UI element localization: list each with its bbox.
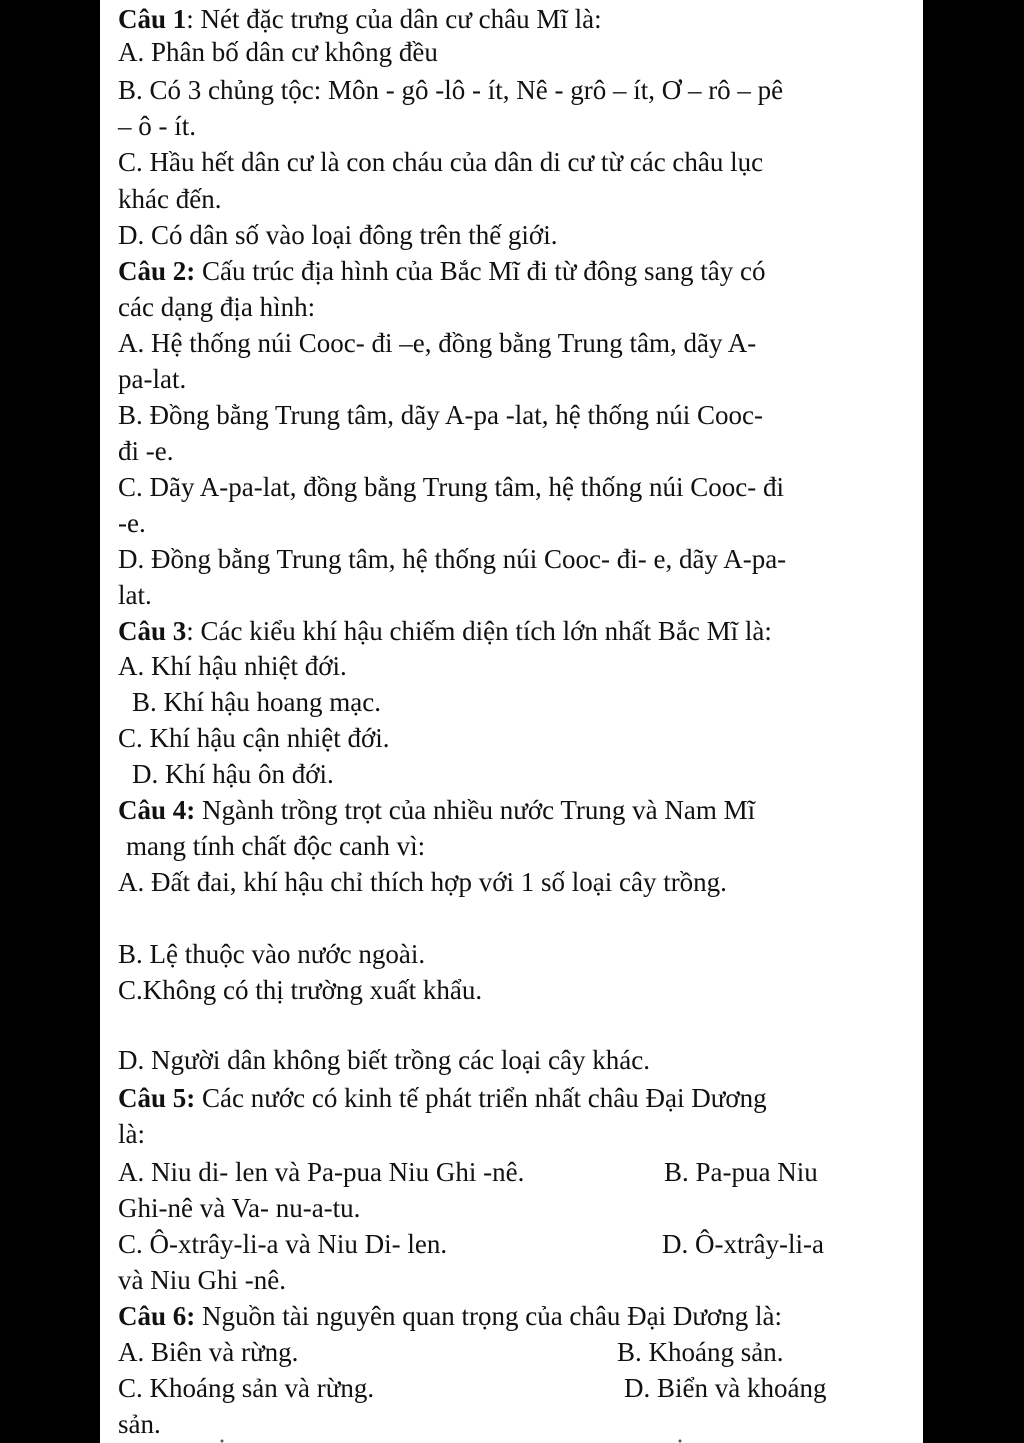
q1-option-c-line2: khác đến. xyxy=(118,184,222,214)
q4-stem-line1 xyxy=(118,794,755,826)
cropped-mark-right xyxy=(679,1440,682,1443)
q1-option-d: D. Có dân số vào loại đông trên thế giới. xyxy=(118,220,558,250)
cropped-mark-left xyxy=(221,1440,224,1443)
q2-stem-line1 xyxy=(118,255,766,287)
q2-option-c-line2: -e. xyxy=(118,508,146,538)
q5-option-d-line1: D. Ô-xtrây-li-a xyxy=(662,1229,824,1259)
q6-option-d-line2: sản. xyxy=(118,1409,161,1439)
q2-option-a-line2: pa-lat. xyxy=(118,364,187,394)
q6-stem xyxy=(118,1300,782,1332)
document-page xyxy=(100,0,923,1443)
q6-option-c: C. Khoáng sản và rừng. xyxy=(118,1373,375,1403)
q1-stem-text: : Nét đặc trưng của dân cư châu Mĩ là: xyxy=(186,4,602,34)
q1-stem xyxy=(118,3,602,35)
q5-options-row1 xyxy=(118,1156,818,1188)
q5-stem-line1 xyxy=(118,1082,767,1114)
q6-options-row1 xyxy=(118,1336,784,1368)
q4-stem-text: Ngành trồng trọt của nhiều nước Trung và Nam Mĩ xyxy=(195,795,756,825)
q6-option-d-line1: D. Biển và khoáng xyxy=(624,1373,827,1403)
q3-option-a: A. Khí hậu nhiệt đới. xyxy=(118,651,347,681)
q4-label: Câu 4: xyxy=(118,795,196,825)
q3-option-d: D. Khí hậu ôn đới. xyxy=(132,759,334,789)
q3-option-b: B. Khí hậu hoang mạc. xyxy=(132,687,381,717)
q6-option-a: A. Biên và rừng. xyxy=(118,1337,299,1367)
q2-option-d-line2: lat. xyxy=(118,580,152,610)
q4-option-c: C.Không có thị trường xuất khẩu. xyxy=(118,975,483,1005)
q5-stem-text: Các nước có kinh tế phát triển nhất châu Đại Dương xyxy=(195,1083,767,1113)
q2-option-b-line2: đi -e. xyxy=(118,436,174,466)
q5-option-b-line2: Ghi-nê và Va- nu-a-tu. xyxy=(118,1193,361,1223)
q2-label: Câu 2: xyxy=(118,256,196,286)
q4-stem-line2: mang tính chất độc canh vì: xyxy=(126,831,426,861)
q6-label: Câu 6: xyxy=(118,1301,196,1331)
q2-option-d-line1: D. Đồng bằng Trung tâm, hệ thống núi Cooc- đi- e, dãy A-pa- xyxy=(118,544,787,574)
q2-stem-text: Cấu trúc địa hình của Bắc Mĩ đi từ đông sang tây có xyxy=(195,256,766,286)
q1-option-b-line2: – ô - ít. xyxy=(118,111,196,141)
q6-stem-text: Nguồn tài nguyên quan trọng của châu Đại Dương là: xyxy=(195,1301,783,1331)
q2-option-b-line1: B. Đồng bằng Trung tâm, dãy A-pa -lat, hệ thống núi Cooc- xyxy=(118,400,763,430)
q4-option-d: D. Người dân không biết trồng các loại cây khác. xyxy=(118,1045,650,1075)
q5-option-b-line1: B. Pa-pua Niu xyxy=(664,1157,818,1187)
q1-option-b-line1: B. Có 3 chủng tộc: Môn - gô -lô - ít, Nê - grô – ít, Ơ – rô – pê xyxy=(118,75,784,105)
q2-option-a-line1: A. Hệ thống núi Cooc- đi –e, đồng bằng Trung tâm, dãy A- xyxy=(118,328,757,358)
q4-option-a: A. Đất đai, khí hậu chỉ thích hợp với 1 số loại cây trồng. xyxy=(118,867,727,897)
q1-label: Câu 1 xyxy=(118,4,187,34)
q5-label: Câu 5: xyxy=(118,1083,196,1113)
q5-option-a: A. Niu di- len và Pa-pua Niu Ghi -nê. xyxy=(118,1157,525,1187)
q3-stem-text: : Các kiểu khí hậu chiếm diện tích lớn nhất Bắc Mĩ là: xyxy=(186,616,772,646)
q2-stem-line2: các dạng địa hình: xyxy=(118,292,316,322)
q1-option-c-line1: C. Hầu hết dân cư là con cháu của dân di cư từ các châu lục xyxy=(118,147,764,177)
q6-options-row2 xyxy=(118,1372,827,1404)
q5-options-row2 xyxy=(118,1228,824,1260)
q4-option-b: B. Lệ thuộc vào nước ngoài. xyxy=(118,939,426,969)
q3-stem xyxy=(118,615,772,647)
q1-option-a: A. Phân bố dân cư không đều xyxy=(118,37,438,67)
q5-option-c: C. Ô-xtrây-li-a và Niu Di- len. xyxy=(118,1229,448,1259)
q6-option-b: B. Khoáng sản. xyxy=(617,1337,784,1367)
q5-stem-line2: là: xyxy=(118,1119,145,1149)
q3-option-c: C. Khí hậu cận nhiệt đới. xyxy=(118,723,390,753)
cropped-next-line-marks xyxy=(100,1430,923,1443)
q5-option-d-line2: và Niu Ghi -nê. xyxy=(118,1265,286,1295)
q3-label: Câu 3 xyxy=(118,616,187,646)
q2-option-c-line1: C. Dãy A-pa-lat, đồng bằng Trung tâm, hệ thống núi Cooc- đi xyxy=(118,472,784,502)
